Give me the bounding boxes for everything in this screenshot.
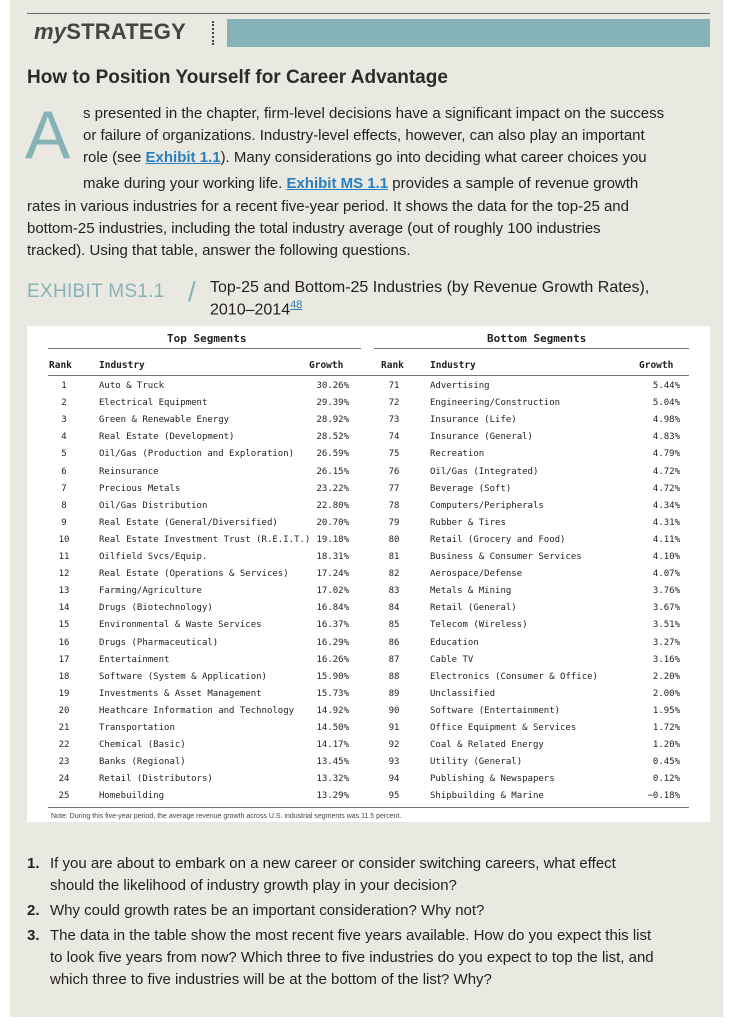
question-number: 3. (27, 927, 40, 944)
top-rank: 11 (58, 552, 70, 562)
top-industry: Auto & Truck (99, 381, 165, 391)
top-growth: 13.45% (316, 757, 349, 768)
intro-text: bottom-25 industries, including the total industry average (out of roughly 100 industries (27, 220, 601, 237)
top-rank: 12 (58, 569, 70, 580)
top-rank: 21 (58, 723, 70, 733)
bottom-segments-heading: Bottom Segments (487, 332, 587, 345)
top-industry: Real Estate Investment Trust (R.E.I.T.) (99, 534, 311, 545)
top-rank: 16 (58, 637, 70, 648)
intro-line (83, 103, 664, 125)
top-rank: 17 (58, 654, 70, 665)
intro-line (83, 125, 645, 147)
bottom-industry: Computers/Peripherals (430, 500, 544, 511)
column-header-rule (48, 375, 689, 376)
bottom-growth: 5.44% (652, 381, 680, 391)
top-growth: 30.26% (316, 381, 349, 391)
top-rank: 10 (58, 534, 70, 545)
bottom-rank: 76 (388, 466, 400, 477)
bottom-growth: 2.00% (652, 688, 680, 699)
bottom-industry: Engineering/Construction (430, 398, 561, 409)
top-industry: Chemical (Basic) (99, 740, 186, 751)
bottom-rank: 88 (388, 671, 400, 682)
top-growth: 18.31% (316, 552, 349, 562)
top-industry: Software (System & Application) (99, 671, 267, 682)
bottom-growth: 3.27% (652, 637, 680, 648)
top-rank: 14 (58, 603, 70, 614)
bottom-rank: 71 (388, 381, 400, 391)
top-industry: Oilfield Svcs/Equip. (99, 552, 208, 562)
exhibit-years: 2010–2014 (210, 301, 291, 319)
bottom-rank: 94 (388, 774, 400, 785)
top-growth: 29.39% (316, 398, 349, 409)
brand-main: STRATEGY (66, 19, 186, 44)
top-rank: 1 (61, 381, 67, 391)
top-industry: Heathcare Information and Technology (99, 705, 295, 716)
exhibit-title-line1: Top-25 and Bottom-25 Industries (by Revenue Growth Rates), (210, 279, 650, 296)
bottom-industry: Advertising (430, 381, 490, 391)
page-title: How to Position Yourself for Career Advantage (27, 67, 448, 88)
question-text: If you are about to embark on a new career or consider switching careers, what effect (50, 855, 616, 872)
intro-text: tracked). Using that table, answer the following questions. (27, 242, 411, 259)
brand-color-bar (227, 19, 710, 47)
intro-text: make during your working life. (83, 175, 287, 192)
bottom-industry: Software (Entertainment) (430, 705, 561, 716)
top-rank: 9 (61, 517, 67, 528)
bottom-growth: 2.20% (652, 671, 680, 682)
question-text: to look five years from now? Which three to five industries do you expect to top the list, and (50, 949, 654, 966)
top-industry: Banks (Regional) (99, 757, 186, 768)
intro-text: role (see (83, 149, 146, 166)
top-rank: 22 (58, 740, 70, 751)
bottom-industry: Education (430, 637, 479, 648)
top-growth: 13.29% (316, 791, 349, 802)
top-industry: Transportation (99, 723, 175, 733)
bottom-industry: Business & Consumer Services (430, 552, 582, 562)
top-rank: 8 (61, 500, 67, 511)
exhibit-ref-link[interactable]: 48 (290, 299, 303, 311)
exhibit-slash: / (188, 276, 196, 307)
bottom-rank: 79 (388, 517, 400, 528)
bottom-industry: Shipbuilding & Marine (430, 791, 544, 802)
bottom-industry: Office Equipment & Services (430, 723, 577, 733)
top-growth: 14.17% (316, 740, 349, 751)
bottom-industry: Electronics (Consumer & Office) (430, 671, 598, 682)
bottom-rank: 80 (388, 534, 400, 545)
brand-heading (34, 19, 186, 45)
bottom-col-industry: Industry (430, 360, 476, 371)
bottom-growth: 4.34% (652, 500, 680, 511)
top-industry: Retail (Distributors) (99, 774, 213, 785)
top-rank: 24 (58, 774, 70, 785)
bottom-growth: 5.04% (652, 398, 680, 409)
bottom-industry: Beverage (Soft) (430, 483, 512, 494)
top-industry: Drugs (Pharmaceutical) (99, 637, 219, 648)
top-industry: Precious Metals (99, 483, 181, 494)
bottom-industry: Publishing & Newspapers (430, 774, 555, 785)
bottom-growth: 4.72% (652, 483, 680, 494)
top-industry: Homebuilding (99, 791, 165, 802)
question-text: which three to five industries will be at the bottom of the list? Why? (50, 971, 492, 988)
bottom-industry: Oil/Gas (Integrated) (430, 466, 539, 477)
bottom-rank: 93 (388, 757, 400, 768)
bottom-rank: 86 (388, 637, 400, 648)
top-growth: 17.02% (316, 586, 349, 597)
bottom-rank: 85 (388, 620, 400, 631)
top-growth: 20.70% (316, 517, 349, 528)
bottom-industry: Rubber & Tires (430, 517, 506, 528)
question-text: Why could growth rates be an important consideration? Why not? (50, 902, 485, 919)
bottom-growth: −0.18% (647, 791, 680, 802)
top-col-rank: Rank (49, 360, 72, 371)
bottom-rank: 84 (388, 603, 400, 614)
bottom-growth: 0.12% (652, 774, 680, 785)
top-rank: 2 (61, 398, 67, 409)
top-growth: 16.26% (316, 654, 349, 665)
top-growth: 22.80% (316, 500, 349, 511)
top-heading-rule (48, 348, 361, 349)
intro-line (83, 147, 647, 169)
top-growth: 26.15% (316, 466, 349, 477)
top-rank: 6 (61, 466, 67, 477)
bottom-rank: 75 (388, 449, 400, 460)
bottom-rank: 91 (388, 723, 400, 733)
top-industry: Oil/Gas (Production and Exploration) (99, 449, 295, 460)
question-number: 1. (27, 855, 40, 872)
bottom-industry: Aerospace/Defense (430, 569, 523, 580)
bottom-growth: 1.95% (652, 705, 680, 716)
top-growth: 16.29% (316, 637, 349, 648)
bottom-rank: 87 (388, 654, 400, 665)
intro-text: ). Many considerations go into deciding what career choices you (220, 149, 647, 166)
top-growth: 16.37% (316, 620, 349, 631)
bottom-rank: 78 (388, 500, 400, 511)
top-growth: 17.24% (316, 569, 349, 580)
exhibit-table (27, 326, 710, 822)
bottom-industry: Utility (General) (430, 757, 523, 768)
bottom-growth: 4.10% (652, 552, 680, 562)
top-rank: 7 (61, 483, 67, 494)
bottom-industry: Coal & Related Energy (430, 740, 544, 751)
top-rank: 25 (58, 791, 70, 802)
bottom-heading-rule (374, 348, 689, 349)
exhibit-title-line2 (210, 299, 302, 319)
table-note: Note: During this five-year period, the average revenue growth across U.S. industrial segments was 11.5 percent. (51, 813, 402, 820)
bottom-growth: 3.76% (652, 586, 680, 597)
bottom-rank: 81 (388, 552, 400, 562)
bottom-rank: 83 (388, 586, 400, 597)
top-rank: 4 (61, 432, 67, 443)
bottom-col-growth: Growth (639, 360, 674, 371)
question-number: 2. (27, 902, 40, 919)
bottom-industry: Insurance (Life) (430, 415, 517, 426)
top-rank: 13 (58, 586, 70, 597)
intro-line (27, 196, 629, 218)
top-growth: 23.22% (316, 483, 349, 494)
top-rank: 15 (58, 620, 70, 631)
bottom-rank: 95 (388, 791, 400, 802)
intro-line (27, 240, 411, 262)
bottom-growth: 4.31% (652, 517, 680, 528)
table-bottom-rule (48, 807, 689, 808)
exhibit-label: EXHIBIT MS1.1 (27, 281, 165, 302)
top-growth: 19.18% (316, 534, 349, 545)
top-industry: Oil/Gas Distribution (99, 500, 208, 511)
intro-text: provides a sample of revenue growth (388, 175, 639, 192)
bottom-growth: 4.83% (652, 432, 680, 443)
bottom-growth: 4.72% (652, 466, 680, 477)
bottom-growth: 1.72% (652, 723, 680, 733)
top-growth: 14.92% (316, 705, 349, 716)
bottom-rank: 89 (388, 688, 400, 699)
top-industry: Green & Renewable Energy (99, 415, 230, 426)
bottom-rank: 72 (388, 398, 400, 409)
intro-text: rates in various industries for a recent five-year period. It shows the data for the top-25 and (27, 198, 629, 215)
top-rank: 19 (58, 688, 70, 699)
top-rank: 3 (61, 415, 67, 426)
bottom-growth: 4.79% (652, 449, 680, 460)
bottom-growth: 0.45% (652, 757, 680, 768)
top-growth: 26.59% (316, 449, 349, 460)
bottom-growth: 4.98% (652, 415, 680, 426)
top-growth: 14.50% (316, 723, 349, 733)
top-industry: Farming/Agriculture (99, 586, 202, 597)
top-rank: 20 (58, 705, 70, 716)
brand-divider (212, 21, 216, 45)
top-growth: 16.84% (316, 603, 349, 614)
bottom-growth: 4.11% (652, 534, 680, 545)
top-rank: 23 (58, 757, 70, 768)
top-industry: Investments & Asset Management (99, 688, 262, 699)
intro-text: or failure of organizations. Industry-level effects, however, can also play an important (83, 127, 645, 144)
bottom-rank: 73 (388, 415, 400, 426)
question-text: The data in the table show the most recent five years available. How do you expect this list (50, 927, 652, 944)
top-segments-heading: Top Segments (167, 332, 247, 345)
top-rank: 5 (61, 449, 67, 460)
bottom-rank: 90 (388, 705, 400, 716)
bottom-industry: Insurance (General) (430, 432, 533, 443)
bottom-rank: 92 (388, 740, 400, 751)
top-industry: Real Estate (General/Diversified) (99, 517, 278, 528)
bottom-growth: 3.16% (652, 654, 680, 665)
top-growth: 28.52% (316, 432, 349, 443)
bottom-rank: 77 (388, 483, 400, 494)
bottom-growth: 3.51% (652, 620, 680, 631)
drop-cap: A (25, 97, 71, 173)
bottom-growth: 3.67% (652, 603, 680, 614)
intro-line (27, 218, 601, 240)
question-text: should the likelihood of industry growth play in your decision? (50, 877, 457, 894)
bottom-col-rank: Rank (381, 360, 404, 371)
bottom-industry: Recreation (430, 449, 485, 460)
top-rank: 18 (58, 671, 70, 682)
exhibit-link[interactable]: Exhibit 1.1 (145, 149, 221, 166)
bottom-industry: Retail (Grocery and Food) (430, 534, 566, 545)
top-industry: Environmental & Waste Services (99, 620, 262, 631)
top-industry: Entertainment (99, 654, 170, 665)
exhibit-link[interactable]: Exhibit MS 1.1 (286, 175, 389, 192)
intro-text: s presented in the chapter, firm-level decisions have a significant impact on the success (83, 105, 665, 122)
top-growth: 13.32% (316, 774, 349, 785)
bottom-industry: Retail (General) (430, 603, 517, 614)
top-growth: 15.73% (316, 688, 349, 699)
bottom-growth: 1.20% (652, 740, 680, 751)
header-rule (27, 13, 710, 14)
intro-line (83, 173, 638, 195)
top-industry: Drugs (Biotechnology) (99, 603, 213, 614)
top-growth: 15.90% (316, 671, 349, 682)
brand-prefix: my (34, 19, 67, 44)
top-industry: Real Estate (Operations & Services) (99, 569, 289, 580)
top-col-industry: Industry (99, 360, 145, 371)
bottom-rank: 82 (388, 569, 400, 580)
top-industry: Reinsurance (99, 466, 159, 477)
top-industry: Real Estate (Development) (99, 432, 235, 443)
bottom-industry: Unclassified (430, 688, 496, 699)
bottom-industry: Telecom (Wireless) (430, 620, 528, 631)
bottom-rank: 74 (388, 432, 400, 443)
top-industry: Electrical Equipment (99, 398, 208, 409)
top-col-growth: Growth (309, 360, 344, 371)
bottom-industry: Metals & Mining (430, 586, 512, 597)
bottom-industry: Cable TV (430, 654, 474, 665)
top-growth: 28.92% (316, 415, 349, 426)
bottom-growth: 4.07% (652, 569, 680, 580)
